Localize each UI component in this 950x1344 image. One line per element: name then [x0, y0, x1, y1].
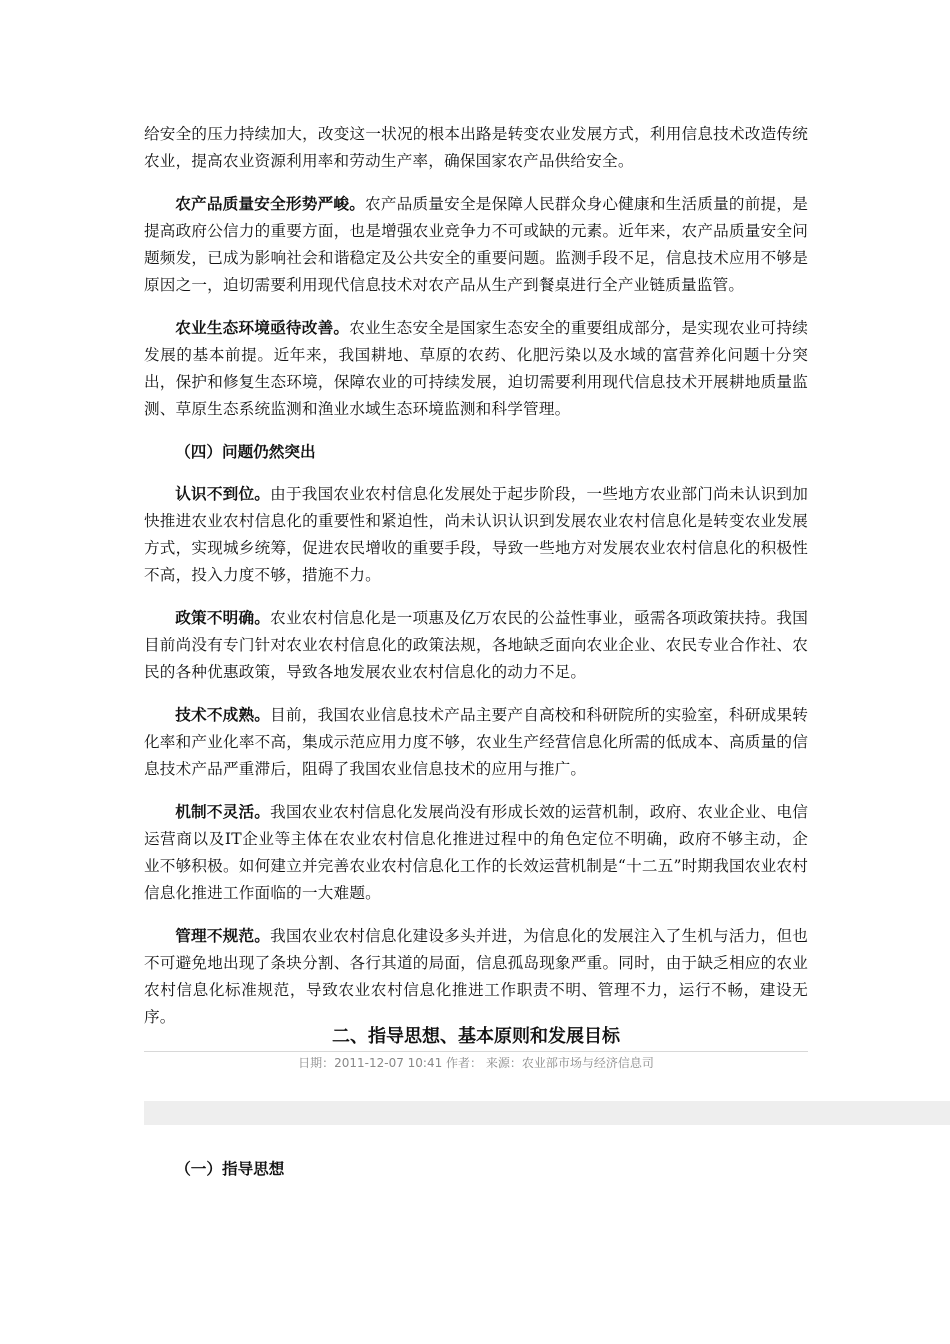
section-divider	[144, 1051, 808, 1052]
subheading-problems: （四）问题仍然突出	[175, 442, 316, 461]
paragraph-lead: 农业生态环境亟待改善。	[175, 318, 350, 337]
document-body	[144, 121, 808, 1046]
paragraph-management: 管理不规范。我国农业农村信息化建设多头并进，为信息化的发展注入了生机与活力，但也不可避免地出现了条块分割、各行其道的局面，信息孤岛现象严重。同时，由于缺乏相应的农业农村信息化标准规范，导致农业农村信息化推进工作职责不明、管理不力，运行不畅，建设无序。	[144, 926, 808, 1026]
paragraph-lead: 认识不到位。	[175, 484, 271, 503]
paragraph-technology: 技术不成熟。目前，我国农业信息技术产品主要产自高校和科研院所的实验室，科研成果转化率和产业化率不高，集成示范应用力度不够，农业生产经营信息化所需的低成本、高质量的信息技术产品严重滞后，阻碍了我国农业信息技术的应用与推广。	[144, 705, 808, 778]
paragraph-ecology: 农业生态环境亟待改善。农业生态安全是国家生态安全的重要组成部分，是实现农业可持续发展的基本前提。近年来，我国耕地、草原的农药、化肥污染以及水域的富营养化问题十分突出，保护和修复生态环境，保障农业的可持续发展，迫切需要利用现代信息技术开展耕地质量监测、草原生态系统监测和渔业水域生态环境监测和科学管理。	[144, 318, 808, 418]
paragraph-lead: 机制不灵活。	[175, 802, 271, 821]
paragraph-product-quality: 农产品质量安全形势严峻。农产品质量安全是保障人民群众身心健康和生活质量的前提，是提高政府公信力的重要方面，也是增强农业竞争力不可或缺的元素。近年来，农产品质量安全问题频发，已成为影响社会和谐稳定及公共安全的重要问题。监测手段不足，信息技术应用不够是原因之一，迫切需要利用现代信息技术对农产品从生产到餐桌进行全产业链质量监管。	[144, 194, 808, 294]
subheading-guiding-ideology: （一）指导思想	[175, 1159, 285, 1178]
paragraph-lead: 技术不成熟。	[175, 705, 271, 724]
toolbar-strip	[144, 1101, 950, 1125]
article-meta: 日期：2011-12-07 10:41 作者： 来源：农业部市场与经济信息司	[298, 1056, 654, 1070]
paragraph-policy: 政策不明确。农业农村信息化是一项惠及亿万农民的公益性事业，亟需各项政策扶持。我国目前尚没有专门针对农业农村信息化的政策法规，各地缺乏面向农业企业、农民专业合作社、农民的各种优惠政策，导致各地发展农业农村信息化的动力不足。	[144, 608, 808, 681]
paragraph-lead: 农产品质量安全形势严峻。	[175, 194, 366, 213]
paragraph-awareness: 认识不到位。由于我国农业农村信息化发展处于起步阶段，一些地方农业部门尚未认识到加快推进农业农村信息化的重要性和紧迫性，尚未认识认识到发展农业农村信息化是转变农业发展方式，实现城乡统筹，促进农民增收的重要手段，导致一些地方对发展农业农村信息化的积极性不高，投入力度不够，措施不力。	[144, 484, 808, 584]
paragraph-lead: 管理不规范。	[175, 926, 271, 945]
paragraph-mechanism: 机制不灵活。我国农业农村信息化发展尚没有形成长效的运营机制，政府、农业企业、电信运营商以及IT企业等主体在农业农村信息化推进过程中的角色定位不明确，政府不够主动，企业不够积极。如何建立并完善农业农村信息化工作的长效运营机制是“十二五”时期我国农业农村信息化推进工作面临的一大难题。	[144, 802, 808, 902]
section-title: 二、指导思想、基本原则和发展目标	[332, 1026, 620, 1047]
paragraph-food-supply: 给安全的压力持续加大，改变这一状况的根本出路是转变农业发展方式，利用信息技术改造传统农业，提高农业资源利用率和劳动生产率，确保国家农产品供给安全。	[144, 125, 808, 170]
paragraph-lead: 政策不明确。	[175, 608, 271, 627]
